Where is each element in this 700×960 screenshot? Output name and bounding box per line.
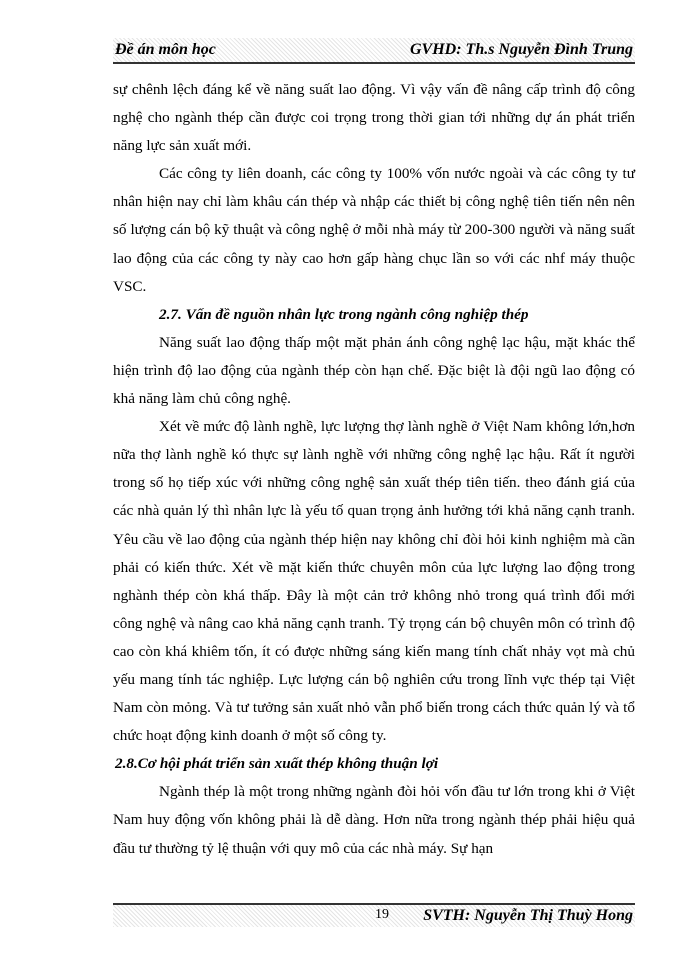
page-header bbox=[113, 38, 635, 64]
paragraph-5: Ngành thép là một trong những ngành đòi hỏi vốn đầu tư lớn trong khi ở Việt Nam huy động vốn không phải là dễ dàng. Hơn nữa trong ngành thép phải hiệu quả đầu tư thường tỷ lệ thuận với quy mô của các nhà máy. Sự hạn bbox=[113, 783, 635, 857]
paragraph-1: sự chênh lệch đáng kể về năng suất lao động. Vì vậy vấn đề nâng cấp trình độ công nghệ cho ngành thép cần được coi trọng trong thời gian tới những dự án phát triển năng lực sản xuất mới. bbox=[113, 81, 635, 155]
header-advisor: GVHD: Th.s Nguyễn Đình Trung bbox=[409, 41, 633, 58]
page-number: 19 bbox=[375, 907, 389, 922]
paragraph-3: Năng suất lao động thấp một mặt phản ánh công nghệ lạc hậu, mặt khác thể hiện trình độ lao động của ngành thép còn hạn chế. Đặc biệt là đội ngũ lao động có khả năng làm chủ công nghệ. bbox=[113, 333, 635, 408]
header-course-title: Đề án môn học bbox=[115, 41, 216, 58]
page-footer bbox=[113, 903, 635, 927]
paragraph-4: Xét về mức độ lành nghề, lực lượng thợ lành nghề ở Việt Nam không lớn,hơn nữa thợ lành nghề kó thực sự lành nghề với những công nghệ lạc hậu. Rất ít người trong số họ tiếp xúc với những công nghệ sản xuất thép tiên tiến. theo đánh giá của các nhà quản lý thì nhân lực là yếu tố quan trọng ảnh hưởng tới khả năng cạnh tranh. Yêu cầu về lao động của ngành thép hiện nay không chỉ đòi hỏi kinh nghiệm mà cần phải có kiến thức. Xét về mặt kiến thức chuyên môn của lực lượng lao động trong nghành thép còn khá thấp. Đây là một cản trở không nhỏ trong quá trình đổi mới công nghệ và nâng cao khả năng cạnh tranh. Tỷ trọng cán bộ chuyên môn có trình độ cao còn khá khiêm tốn, ít có được những sáng kiến mang tính chất nhảy vọt mà chủ yếu mang tính tác nghiệp. Lực lượng cán bộ nghiên cứu trong lĩnh vực thép tại Việt Nam còn mỏng. Và tư tưởng sản xuất nhỏ vẫn phổ biến trong cách thức quản lý và tổ chức hoạt động kinh doanh ở một số công ty. bbox=[113, 418, 635, 745]
section-heading-2-8: 2.8.Cơ hội phát triển sản xuất thép không thuận lợi bbox=[115, 755, 439, 773]
section-heading-2-7: 2.7. Vấn đề nguồn nhân lực trong ngành công nghiệp thép bbox=[159, 305, 529, 323]
document-body bbox=[113, 76, 635, 863]
paragraph-2: Các công ty liên doanh, các công ty 100% vốn nước ngoài và các công ty tư nhân hiện nay chỉ làm khâu cán thép và nhập các thiết bị công nghệ tiên tiến nên nên số lượng cán bộ kỹ thuật và công nghệ ở mỗi nhà máy từ 200-300 người và năng suất lao động của các công ty này cao hơn gấp hàng chục lần so với các nhf máy thuộc VSC. bbox=[113, 165, 635, 295]
footer-author: SVTH: Nguyễn Thị Thuỳ Hong bbox=[423, 907, 633, 924]
